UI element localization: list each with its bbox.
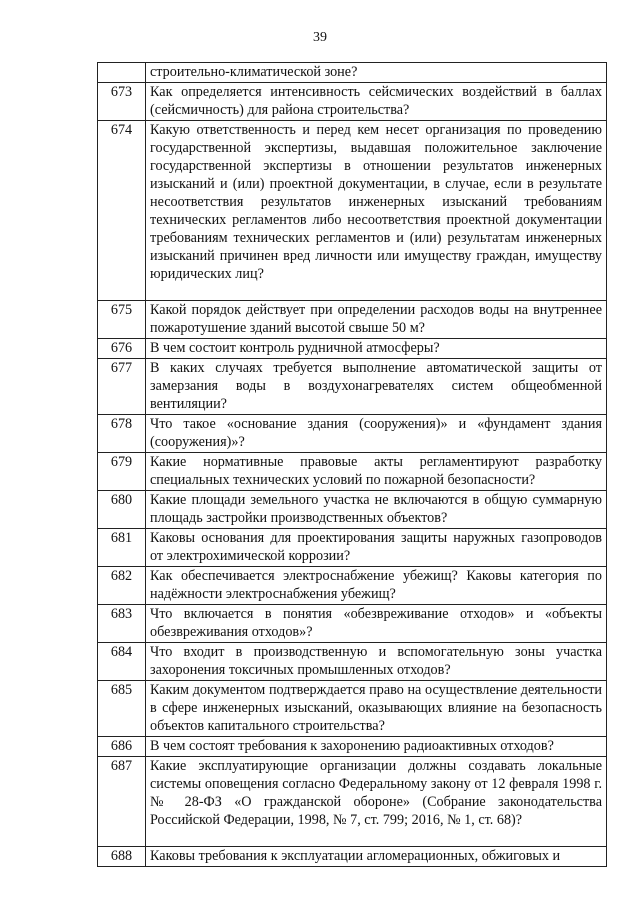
question-text: строительно-климатической зоне? (146, 63, 607, 83)
table-row (98, 737, 607, 757)
table-row (98, 339, 607, 359)
question-number: 674 (98, 121, 146, 301)
table-row (98, 83, 607, 121)
table-row (98, 121, 607, 301)
table-row (98, 301, 607, 339)
table-row (98, 453, 607, 491)
question-number: 681 (98, 529, 146, 567)
question-text: Каковы основания для проектирования защиты наружных газопроводов от электрохимической коррозии? (146, 529, 607, 567)
question-number: 675 (98, 301, 146, 339)
table-row (98, 681, 607, 737)
table-row (98, 529, 607, 567)
question-number: 676 (98, 339, 146, 359)
question-number: 677 (98, 359, 146, 415)
question-number: 684 (98, 643, 146, 681)
question-text: В чем состоят требования к захоронению радиоактивных отходов? (146, 737, 607, 757)
question-number: 680 (98, 491, 146, 529)
question-number: 685 (98, 681, 146, 737)
question-number: 688 (98, 847, 146, 867)
question-number: 678 (98, 415, 146, 453)
table-row (98, 63, 607, 83)
questions-table (97, 62, 607, 867)
table-row (98, 491, 607, 529)
table-row (98, 643, 607, 681)
table-row (98, 847, 607, 867)
question-text: Что включается в понятия «обезвреживание отходов» и «объекты обезвреживания отходов»? (146, 605, 607, 643)
page-number: 39 (313, 30, 327, 45)
question-text: Каковы требования к эксплуатации агломерационных, обжиговых и (146, 847, 607, 867)
question-text: Какие эксплуатирующие организации должны создавать локальные системы оповещения согласно Федеральному закону от 12 февраля 1998 г. № 28-ФЗ «О гражданской обороне» (Собрание законодательства Российской Федерации, 1998, № 7, ст. 799; 2016, № 1, ст. 68)? (146, 757, 607, 847)
question-text: Какую ответственность и перед кем несет организация по проведению государственной экспертизы, выдавшая положительное заключение государственной экспертизы в отношении результатов инженерных изысканий и (или) проектной документации, в случае, если в результате несоответствия результатов инженерных изысканий требованиям технических регламентов либо несоответствия проектной документации требованиям технических регламентов и (или) результатам инженерных изысканий причинен вред личности или имуществу граждан, имуществу юридических лиц? (146, 121, 607, 301)
question-text: Какой порядок действует при определении расходов воды на внутреннее пожаротушение зданий высотой свыше 50 м? (146, 301, 607, 339)
question-text: Как определяется интенсивность сейсмических воздействий в баллах (сейсмичность) для района строительства? (146, 83, 607, 121)
question-number (98, 63, 146, 83)
question-number: 683 (98, 605, 146, 643)
question-text: Каким документом подтверждается право на осуществление деятельности в сфере инженерных изысканий, оказывающих влияние на безопасность объектов капитального строительства? (146, 681, 607, 737)
table-row (98, 359, 607, 415)
question-number: 682 (98, 567, 146, 605)
question-text: Какие нормативные правовые акты регламентируют разработку специальных технических условий по пожарной безопасности? (146, 453, 607, 491)
question-number: 673 (98, 83, 146, 121)
table-row (98, 415, 607, 453)
question-number: 686 (98, 737, 146, 757)
question-text: В чем состоит контроль рудничной атмосферы? (146, 339, 607, 359)
question-text: Как обеспечивается электроснабжение убежищ? Каковы категория по надёжности электроснабжения убежищ? (146, 567, 607, 605)
table-row (98, 757, 607, 847)
question-text: Какие площади земельного участка не включаются в общую суммарную площадь застройки производственных объектов? (146, 491, 607, 529)
question-text: В каких случаях требуется выполнение автоматической защиты от замерзания воды в воздухонагревателях систем общеобменной вентиляции? (146, 359, 607, 415)
question-text: Что такое «основание здания (сооружения)» и «фундамент здания (сооружения)»? (146, 415, 607, 453)
question-text: Что входит в производственную и вспомогательную зоны участка захоронения токсичных промышленных отходов? (146, 643, 607, 681)
table-row (98, 567, 607, 605)
question-number: 679 (98, 453, 146, 491)
table-row (98, 605, 607, 643)
question-number: 687 (98, 757, 146, 847)
